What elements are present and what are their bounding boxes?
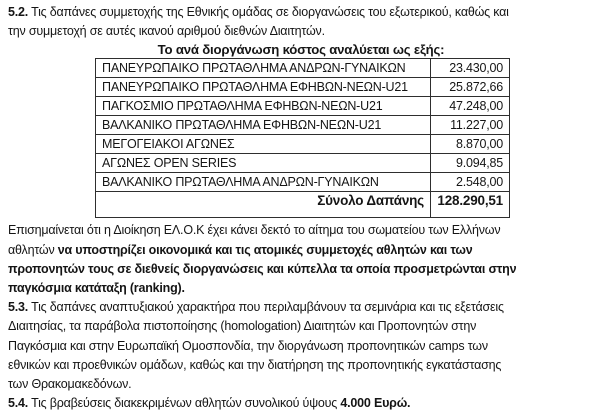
table-row bbox=[96, 97, 510, 116]
section-number: 5.4. bbox=[8, 396, 29, 411]
amount-cell: 9.094,85 bbox=[431, 154, 510, 173]
text-line bbox=[8, 260, 592, 279]
event-label-cell: ΜΕΓΟΓΕΙΑΚΟΙ ΑΓΩΝΕΣ bbox=[96, 135, 431, 154]
amount-cell: 2.548,00 bbox=[431, 173, 510, 192]
event-label-cell: ΒΑΛΚΑΝΙΚΟ ΠΡΩΤΑΘΛΗΜΑ ΕΦΗΒΩΝ-ΝΕΩΝ-U21 bbox=[96, 116, 431, 135]
text-line bbox=[8, 298, 592, 317]
event-label-cell: ΠΑΝΕΥΡΩΠΑΙΚΟ ΠΡΩΤΑΘΛΗΜΑ ΑΝΔΡΩΝ-ΓΥΝΑΙΚΩΝ bbox=[96, 59, 431, 78]
emphasized-text: προπονητών τους σε διεθνείς διοργανώσεις και κύπελλα τα οποία προσμετρώνται στην bbox=[8, 261, 517, 276]
text-line bbox=[8, 394, 592, 413]
paragraph-5-3 bbox=[8, 298, 592, 394]
table-row bbox=[96, 116, 510, 135]
text-line bbox=[8, 241, 592, 260]
note-paragraph bbox=[8, 221, 592, 298]
text-run: Τις δαπάνες αναπτυξιακού χαρακτήρα που περιλαμβάνουν τα σεμινάρια και τις εξετάσεις bbox=[28, 300, 504, 315]
text-run: Παγκόσμια και στην Ευρωπαϊκή Ομοσπονδία, την διοργάνωση προπονητικών camps των bbox=[8, 338, 488, 353]
section-number: 5.2. bbox=[8, 5, 29, 19]
amount-cell: 8.870,00 bbox=[431, 135, 510, 154]
table-row bbox=[96, 173, 510, 192]
text-line bbox=[8, 375, 592, 394]
text-run: Επισημαίνεται ότι η Διοίκηση ΕΛ.Ο.Κ έχει κάνει δεκτό το αίτημα του σωματείου των Ελλήνων bbox=[8, 223, 501, 238]
text-line bbox=[8, 279, 592, 298]
text-line bbox=[8, 22, 592, 41]
emphasized-text: να υποστηρίζει οικονομικά και τις ατομικές συμμετοχές αθλητών και των bbox=[57, 242, 473, 257]
text-run: των Θρακομακεδόνων. bbox=[8, 377, 132, 392]
amount-cell: 23.430,00 bbox=[431, 59, 510, 78]
emphasized-amount: 4.000 Ευρώ. bbox=[340, 396, 411, 411]
total-amount-cell: 128.290,51 bbox=[431, 192, 510, 218]
event-label-cell: ΑΓΩΝΕΣ OPEN SERIES bbox=[96, 154, 431, 173]
cost-table bbox=[95, 58, 510, 218]
table-total-row bbox=[96, 192, 510, 218]
text-run: εθνικών και προεθνικών ομάδων, καθώς και την διατήρηση της προπονητικής εγκατάστασης bbox=[8, 357, 502, 372]
emphasized-text: παγκόσμια κατάταξη (ranking). bbox=[8, 281, 185, 296]
event-label-cell: ΠΑΓΚΟΣΜΙΟ ΠΡΩΤΑΘΛΗΜΑ ΕΦΗΒΩΝ-ΝΕΩΝ-U21 bbox=[96, 97, 431, 116]
event-label-cell: ΒΑΛΚΑΝΙΚΟ ΠΡΩΤΑΘΛΗΜΑ ΑΝΔΡΩΝ-ΓΥΝΑΙΚΩΝ bbox=[96, 173, 431, 192]
paragraph-5-4 bbox=[8, 394, 592, 413]
cost-table-title: Το ανά διοργάνωση κόστος αναλύεται ως εξής: bbox=[157, 42, 445, 58]
text-run: την συμμετοχή σε αυτές ικανού αριθμού διεθνών Διαιτητών. bbox=[8, 24, 325, 39]
total-label-cell: Σύνολο Δαπάνης bbox=[96, 192, 431, 218]
text-run: αθλητών bbox=[8, 242, 58, 257]
text-run: Διαιτησίας, τα παράβολα πιστοποίησης (homologation) Διαιτητών και Προπονητών στην bbox=[8, 319, 477, 334]
amount-cell: 47.248,00 bbox=[431, 97, 510, 116]
body-paragraphs bbox=[8, 221, 592, 413]
paragraph-5-2 bbox=[8, 3, 592, 41]
table-row bbox=[96, 78, 510, 97]
event-label-cell: ΠΑΝΕΥΡΩΠΑΙΚΟ ΠΡΩΤΑΘΛΗΜΑ ΕΦΗΒΩΝ-ΝΕΩΝ-U21 bbox=[96, 78, 431, 97]
amount-cell: 25.872,66 bbox=[431, 78, 510, 97]
table-row bbox=[96, 154, 510, 173]
text-run: Τις βραβεύσεις διακεκριμένων αθλητών συνολικού ύψους bbox=[28, 396, 341, 411]
text-line bbox=[8, 337, 592, 356]
text-line bbox=[8, 3, 592, 22]
text-line bbox=[8, 221, 592, 240]
text-line bbox=[8, 356, 592, 375]
table-row bbox=[96, 135, 510, 154]
amount-cell: 11.227,00 bbox=[431, 116, 510, 135]
text-line bbox=[8, 317, 592, 336]
text-run: Τις δαπάνες συμμετοχής της Εθνικής ομάδας σε διοργανώσεις του εξωτερικού, καθώς και bbox=[28, 5, 509, 19]
section-number: 5.3. bbox=[8, 300, 29, 315]
table-row bbox=[96, 59, 510, 78]
